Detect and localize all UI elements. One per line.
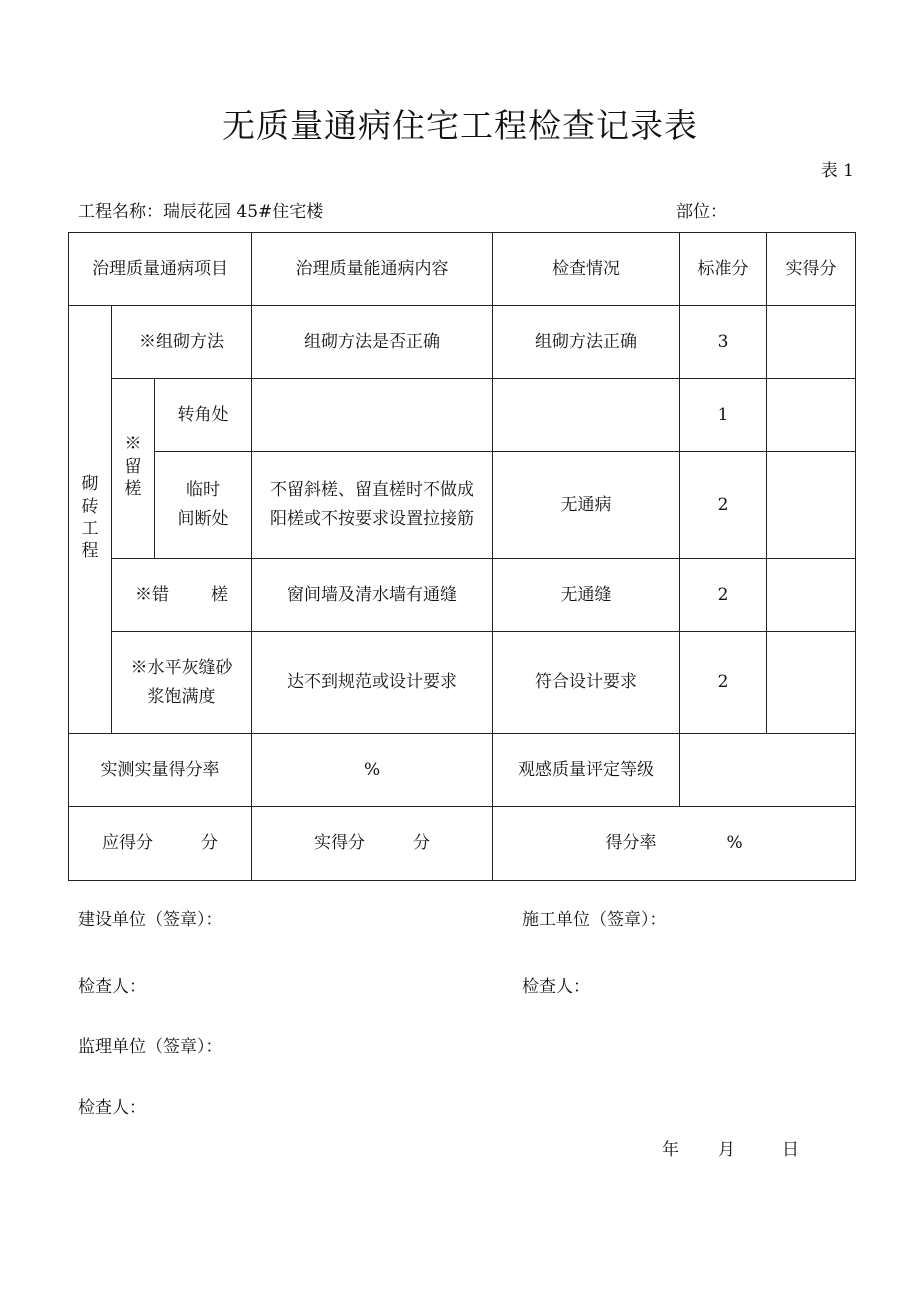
table-row	[69, 452, 856, 559]
check-cell: 无通病	[493, 452, 680, 559]
category-cell	[69, 306, 112, 734]
header-content: 治理质量能通病内容	[252, 233, 493, 306]
totals-row	[69, 807, 856, 881]
actual-score-cell[interactable]	[767, 379, 856, 452]
item-cell: ※水平灰缝砂 浆饱满度	[112, 632, 252, 734]
actual-score-cell[interactable]	[767, 306, 856, 379]
header-actual-score: 实得分	[767, 233, 856, 306]
table-row	[69, 306, 856, 379]
inspector-bottom-label: 检查人：	[78, 1098, 146, 1118]
summary-row	[69, 734, 856, 807]
date-year: 年	[662, 1140, 679, 1160]
standard-score-cell: 3	[680, 306, 767, 379]
date-month: 月	[718, 1140, 735, 1160]
measured-rate-value[interactable]: %	[252, 734, 493, 807]
content-cell: 窗间墙及清水墙有通缝	[252, 559, 493, 632]
table-number: 表 1	[820, 161, 854, 181]
content-cell: 达不到规范或设计要求	[252, 632, 493, 734]
actual-score-cell[interactable]	[767, 452, 856, 559]
due-score-cell[interactable]: 应得分 分	[69, 807, 252, 881]
stubble-group-label: ※留槎	[124, 434, 142, 499]
standard-score-cell: 1	[680, 379, 767, 452]
appearance-grade-label: 观感质量评定等级	[493, 734, 680, 807]
item-cell: ※组砌方法	[112, 306, 252, 379]
category-label: 砌砖工程	[81, 474, 99, 561]
project-label: 工程名称：	[78, 202, 163, 222]
actual-score-cell[interactable]	[767, 632, 856, 734]
content-cell: 不留斜槎、留直槎时不做成 阳槎或不按要求设置拉接筋	[252, 452, 493, 559]
inspector-left-label: 检查人：	[78, 977, 146, 997]
header-row	[69, 233, 856, 306]
check-cell: 组砌方法正确	[493, 306, 680, 379]
owner-signature-label: 建设单位（签章）：	[78, 910, 223, 930]
content-cell: 组砌方法是否正确	[252, 306, 493, 379]
inspection-record-table	[68, 232, 856, 881]
actual-score-cell[interactable]	[767, 559, 856, 632]
check-cell: 无通缝	[493, 559, 680, 632]
item-cell: 转角处	[155, 379, 252, 452]
item-cell: 临时 间断处	[155, 452, 252, 559]
date-day: 日	[782, 1140, 799, 1160]
standard-score-cell: 2	[680, 559, 767, 632]
inspector-right-label: 检查人：	[522, 977, 590, 997]
got-score-cell[interactable]: 实得分 分	[252, 807, 493, 881]
score-rate-cell[interactable]: 得分率 %	[493, 807, 856, 881]
standard-score-cell: 2	[680, 452, 767, 559]
stubble-group-cell	[112, 379, 155, 559]
contractor-signature-label: 施工单位（签章）：	[522, 910, 667, 930]
table-row	[69, 632, 856, 734]
project-name-line	[78, 197, 323, 222]
item-cell: ※错 槎	[112, 559, 252, 632]
content-cell	[252, 379, 493, 452]
project-name: 瑞辰花园 45#住宅楼	[163, 202, 324, 222]
standard-score-cell: 2	[680, 632, 767, 734]
header-standard-score: 标准分	[680, 233, 767, 306]
page-title: 无质量通病住宅工程检查记录表	[222, 106, 698, 145]
header-item: 治理质量通病项目	[69, 233, 252, 306]
measured-rate-label: 实测实量得分率	[69, 734, 252, 807]
location-label: 部位：	[676, 202, 727, 222]
appearance-grade-value[interactable]	[680, 734, 856, 807]
check-cell	[493, 379, 680, 452]
header-check: 检查情况	[493, 233, 680, 306]
table-row	[69, 379, 856, 452]
table-row	[69, 559, 856, 632]
supervisor-signature-label: 监理单位（签章）：	[78, 1037, 223, 1057]
check-cell: 符合设计要求	[493, 632, 680, 734]
